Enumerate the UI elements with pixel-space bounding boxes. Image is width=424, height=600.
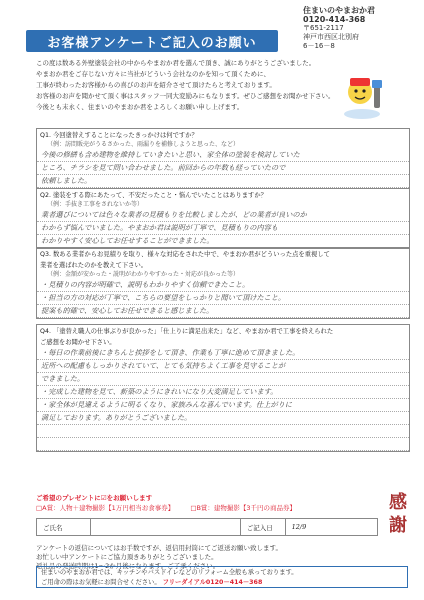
answer-line: 依頼しました。 [37, 175, 409, 188]
answer-line: ところ、チラシを見て問い合わせました。前回からの年数も経っていたので [37, 162, 409, 175]
question-3-answer[interactable] [37, 279, 409, 318]
date-label: ご記入日 [241, 519, 286, 535]
answer-line [37, 425, 409, 438]
company-info [303, 6, 413, 51]
survey-title: お客様アンケートご記入のお願い [26, 30, 278, 52]
answer-line: 提案も的確で、安心してお任せできると感じました。 [37, 305, 409, 318]
free-dial-number[interactable]: フリーダイアル0120－414－368 [162, 579, 263, 586]
question-3-text: Q3. 数ある業者からお見積りを取り、様々な対応をされた中で、やまおか君がどういった点を重視して [40, 251, 330, 258]
intro-line: 今後とも末永く、住まいのやまおか君をよろしくお願い申し上げます。 [36, 103, 244, 111]
present-section [36, 493, 296, 513]
answer-line: ・担当の方の対応が丁寧で、こちらの要望をしっかりと聞いて頂けたこと。 [37, 292, 409, 305]
question-4-text-2: ご感想をお聞かせ下さい。 [40, 339, 116, 346]
company-postal: 〒651-2117 [303, 24, 344, 32]
intro-text [36, 58, 336, 113]
footer-contact-label: ご用命の際はお気軽にお問合せください。 [41, 579, 161, 586]
name-date-box [36, 518, 378, 536]
date-field[interactable]: 12/9 [291, 523, 307, 531]
mascot-illustration [338, 70, 394, 122]
answer-line: 業者選びについては色々な業者の見積もりを比較しましたが、どの業者が良いのか [37, 209, 409, 222]
question-4-answer[interactable] [37, 347, 409, 451]
answer-line: ・完成した建物を見て、新築のようにきれいになり大変満足しています。 [37, 386, 409, 399]
question-3-example: （例：金額が安かった・説明がわかりやすかった・対応が良かった等） [47, 271, 240, 278]
answer-line [37, 438, 409, 451]
answer-line: 近所への配慮もしっかりされていて、とても気持ちよく工事を見守ることが [37, 360, 409, 373]
question-2-text: Q2. 塗装をする際にあたって、不安だったこと・悩んでいたことはありますか？ [40, 192, 267, 199]
answer-line: 満足しております。ありがとうございました。 [37, 412, 409, 425]
kansha-text: 感謝 [389, 492, 407, 536]
footer-line-1: 住まいのやまおか君では、キッチンやバスドイレなどのリフォーム全般も承っております。 [41, 569, 298, 576]
question-1-answer[interactable] [37, 149, 409, 188]
answer-line: わからず悩んでいました。やまおか君は説明が丁寧で、見積もりの内容も [37, 222, 409, 235]
company-phone: 0120-414-368 [303, 15, 366, 24]
company-name: 住まいのやまおか君 [303, 6, 375, 15]
kansha-calligraphy [384, 491, 412, 541]
present-option-b[interactable]: □B賞：建物撮影【3千円の商品券】 [190, 504, 297, 512]
question-1 [36, 128, 410, 189]
intro-line: この度は数ある外壁塗装会社の中からやまおか君を選んで頂き、誠にありがとうございました。 [36, 59, 316, 67]
intro-line: 工事が終わったお客様からの喜びのお声を紹介させて頂けたらと考えております。 [36, 81, 276, 89]
question-3-text-2: 業者を選ばれたのかを教えて下さい。 [40, 262, 148, 269]
company-address-2: 6－16－8 [303, 42, 335, 50]
question-3 [36, 247, 410, 319]
question-2-answer[interactable] [37, 209, 409, 248]
name-label: ご氏名 [37, 519, 91, 535]
name-field[interactable] [91, 519, 240, 535]
question-1-example: （例：訪問販売がうるさかった、雨漏りを補修しようと思った、など） [47, 141, 240, 148]
answer-line: 今後の修繕も含め建物を維持していきたいと思い、家全体の塗装を検討していた [37, 149, 409, 162]
question-2 [36, 188, 410, 249]
answer-line: できました。 [37, 373, 409, 386]
answer-line: ・見積りの内容が明確で、説明もわかりやすく信頼できたこと。 [37, 279, 409, 292]
question-1-text: Q1. 今回塗替えすることになったきっかけは何ですか？ [40, 132, 198, 139]
note-line: お忙しい中アンケートにご協力頂きありがとうございました。 [36, 553, 218, 561]
answer-line: ・家全体が見違えるように明るくなり、家族みんな喜んでいます。仕上がりに [37, 399, 409, 412]
question-4 [36, 324, 410, 452]
company-address: 神戸市西区北別府 [303, 33, 359, 41]
footer-box [36, 566, 408, 588]
intro-line: お客様のお声を聞かせて頂く事はスタッフ一同大変励みにもなります。ぜひご感想をお聞かせ下さい。 [36, 92, 335, 100]
note-line: アンケートの返信についてはお手数ですが、返信用封筒にてご返送お願い致します。 [36, 544, 282, 552]
present-label: ご希望のプレゼントに☑をお願いします [36, 494, 153, 502]
question-4-text: Q4. 「塗替え職人の仕事ぶりが良かった」「仕上りに満足出来た」など、やまおか君で工事を終えられた [40, 328, 334, 335]
present-option-a[interactable]: □A賞：人物＋建物撮影【1万円相当お食事券】 [36, 504, 175, 512]
footer-line-2 [41, 578, 403, 588]
note-line: 返礼品の発送時期は1～2か月後になります。ご了承ください。 [36, 562, 220, 570]
intro-line: やまおか君をご存じない方々に当社がどういう会社なのかを知って頂くために、 [36, 70, 270, 78]
question-2-example: （例：手抜き工事をされないか等） [47, 201, 144, 208]
answer-line: ・毎日の作業前後にきちんと挨拶をして頂き、作業も丁寧に進めて頂きました。 [37, 347, 409, 360]
answer-line: わかりやすく安心してお任せすることができました。 [37, 235, 409, 248]
